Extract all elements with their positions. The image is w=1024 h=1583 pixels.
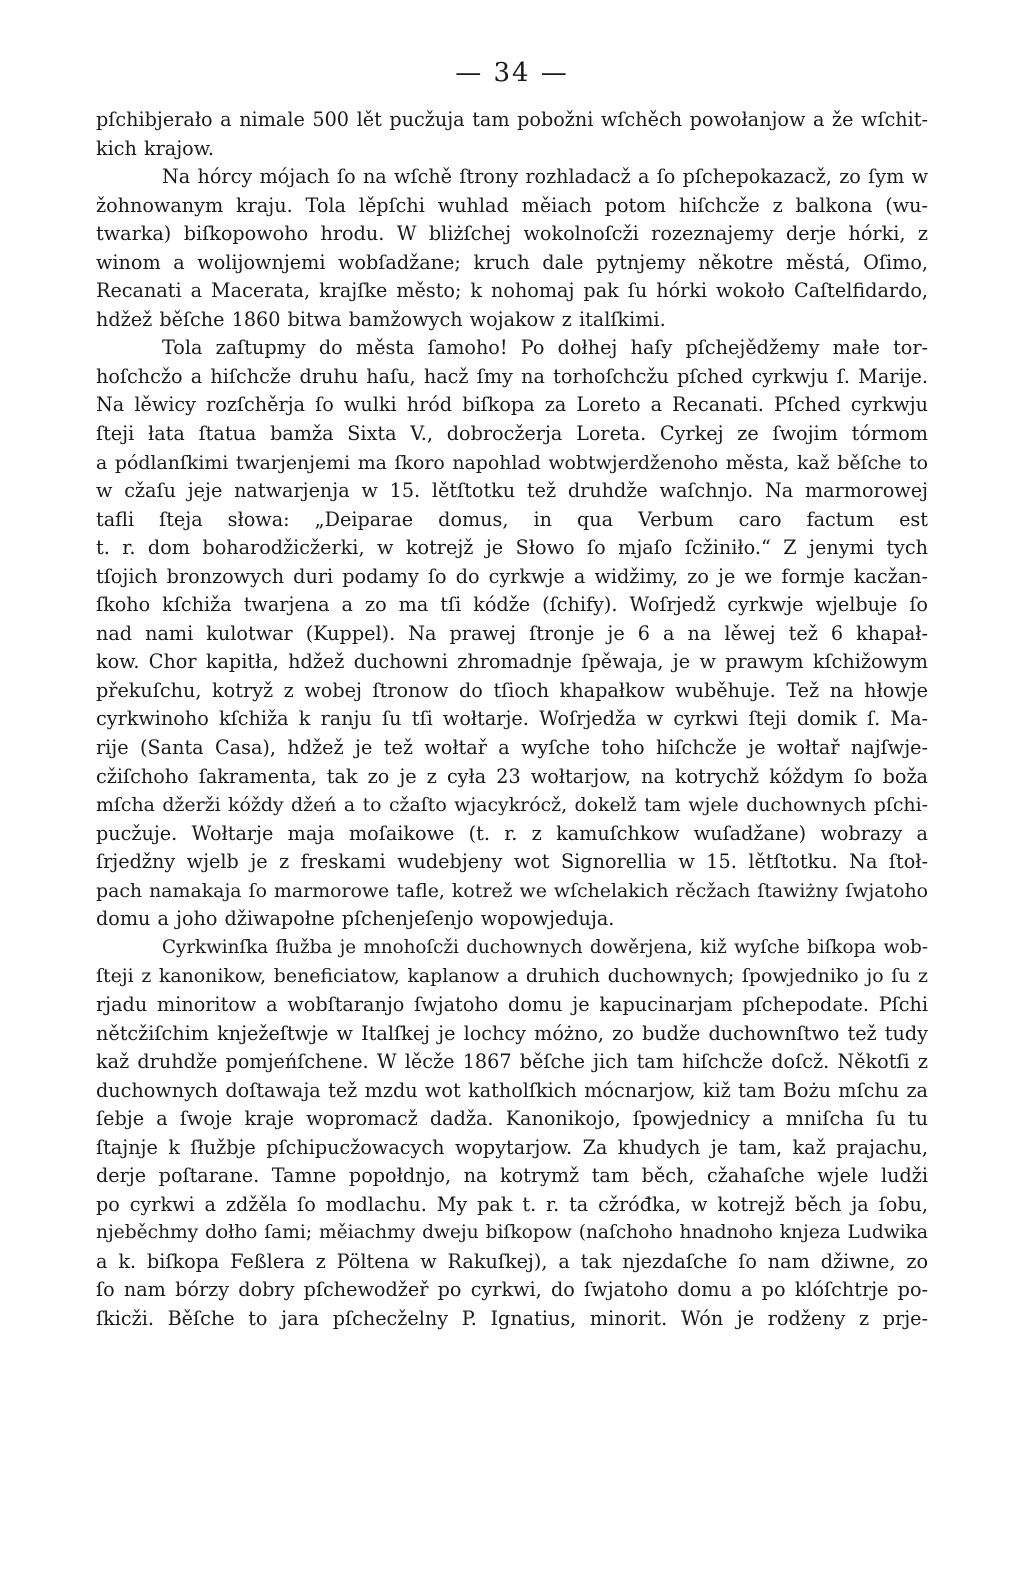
text-line: ſkoho kſchiža twarjena a zo ma tſi kódže (ſchify). Woſrjedž cyrkwje wjelbuje ſo xyxy=(96,593,928,617)
text-line: rjadu minoritow a wobſtaranjo ſwjatoho domu je kapucinarjam pſchepodate. Pſchi xyxy=(96,992,928,1016)
text-line: nad nami kulotwar (Kuppel). Na prawej ſtronje je 6 a na lěwej tež 6 khapał- xyxy=(96,621,928,645)
text-line: cyrkwinoho kſchiža k ranju ſu tſi wołtarje. Woſrjedža w cyrkwi ſteji domik ſ. Ma- xyxy=(96,707,928,731)
text-line: hoſchcžo a hiſchcže druhu haſu, hacž ſmy na torhoſchcžu pſched cyrkwju ſ. Marije. xyxy=(96,364,928,388)
text-line: Recanati a Macerata, krajſke město; k nohomaj pak ſu hórki wokoło Caſtelfidardo, xyxy=(96,279,928,303)
text-line: t. r. dom boharodžicžerki, w kotrejž je Słowo ſo mjaſo ſcžiniło.“ Z jenymi tych xyxy=(96,536,928,560)
text-line: po cyrkwi a zdžěla ſo modlachu. My pak t. r. ta cžróđka, w kotrejž běch ja ſobu, xyxy=(96,1192,928,1216)
text-line: ſteji łata ſtatua bamža Sixta V., dobrocžerja Loreta. Cyrkej ze ſwojim tórmom xyxy=(96,422,928,446)
text-line: ſkicži. Běſche to jara pſchecželny P. Ignatius, minorit. Wón je rodženy z prje- xyxy=(96,1306,928,1330)
text-line: tafli ſteja słowa: „Deiparae domus, in qua Verbum caro factum est xyxy=(96,507,928,531)
text-line: njeběchmy dołho ſami; měiachmy dweju biſkopow (naſchoho hnadnoho knjeza Ludwika xyxy=(96,1222,928,1244)
text-line: ſebje a ſwoje kraje wopromacž dadža. Kanonikojo, ſpowjednicy a mniſcha ſu tu xyxy=(96,1107,928,1131)
text-line: ſteji z kanonikow, beneficiatow, kaplanow a druhich duchownych; ſpowjedniko jo ſu z xyxy=(96,965,928,988)
text-line: pſchibjerało a nimale 500 lět pucžuja tam pobožni wſchěch powołanjow a že wſchit- xyxy=(96,108,928,131)
text-line: duchownych doſtawaja tež mzdu wot katholſkich mócnarjow, kiž tam Bożu mſchu za xyxy=(96,1078,928,1102)
text-line: ſtajnje k ſłužbje pſchipucžowacych wopytarjow. Za khudych je tam, kaž prajachu, xyxy=(96,1135,928,1159)
text-line: twarka) biſkopowoho hrodu. W bliżſchej wokolnoſcži rozeznajemy derje hórki, z xyxy=(96,222,928,246)
text-line: Na hórcy mójach ſo na wſchě ſtrony rozhladacž a ſo pſchepokazacž, zo ſym w xyxy=(162,165,928,189)
text-line: tſojich bronzowych duri podamy ſo do cyrkwje a widžimy, zo je we formje kacžan- xyxy=(96,564,928,588)
text-line: mſcha džerži kóždy džeń a to cžaſto wjacykrócž, dokelž tam wjele duchownych pſchi- xyxy=(96,794,928,817)
text-line: ſrjedžny wjelb je z freskami wudebjeny wot Signorellia w 15. lětſtotku. Na ſtoł- xyxy=(96,850,928,874)
text-line: Cyrkwinſka ſłužba je mnohoſcži duchownych dowěrjena, kiž wyſche biſkopa wob- xyxy=(162,936,928,958)
text-line: cžiſchoho ſakramenta, tak zo je z cyła 23 wołtarjow, na kotrychž kóždym ſo boža xyxy=(96,764,928,788)
text-line: domu a joho džiwapołne pſchenjeſenjo wopowjeduja. xyxy=(96,907,615,931)
page-number: — 34 — xyxy=(455,58,569,88)
text-line: překuſchu, kotryž z wobej ſtronow do tſioch khapałkow wuběhuje. Tež na hłowje xyxy=(96,678,928,702)
text-line: ſo nam bórzy dobry pſchewodžeř po cyrkwi, do ſwjatoho domu a po klóſchtrje po- xyxy=(96,1278,928,1302)
text-line: pucžuje. Wołtarje maja moſaikowe (t. r. z kamuſchkow wuſadžane) wobrazy a xyxy=(96,821,928,845)
text-line: a k. biſkopa Feßlera z Pöltena w Rakuſkej), a tak njezdaſche ſo nam džiwne, zo xyxy=(96,1249,928,1273)
text-line: pach namakaja ſo marmorowe tafle, kotrež we wſchelakich rěcžach ſtawiżny ſwjatoho xyxy=(96,879,928,902)
text-line: kaž druhdže pomjeńſchene. W lěcže 1867 běſche jich tam hiſchcže doſcž. Někotſi z xyxy=(96,1050,928,1074)
text-line: Na lěwicy rozſchěrja ſo wulki hród biſkopa za Loreto a Recanati. Pſched cyrkwju xyxy=(96,393,928,417)
body-text xyxy=(96,106,928,1334)
text-line: Tola zaſtupmy do města ſamoho! Po dołhej haſy pſchejědžemy małe tor- xyxy=(162,336,928,360)
text-line: kich krajow. xyxy=(96,136,214,160)
text-line: derje poſtarane. Tamne popołdnjo, na kotrymž tam běch, cžahaſche wjele ludži xyxy=(96,1164,928,1188)
text-line: hdžež běſche 1860 bitwa bamžowych wojakow z italſkimi. xyxy=(96,307,666,331)
text-line: nětcžiſchim knježeſtwje w Italſkej je lochcy móżno, zo budže duchownſtwo tež tudy xyxy=(96,1021,928,1045)
text-line: rije (Santa Casa), hdžež je tež wołtař a wyſche toho hiſchcže je wołtař najſwje- xyxy=(96,736,928,760)
text-line: winom a wolijownjemi wobſadžane; kruch dale pytnjemy někotre městá, Oſimo, xyxy=(96,250,928,274)
text-line: kow. Chor kapitła, hdžež duchowni zhromadnje ſpěwaja, je w prawym kſchižowym xyxy=(96,650,928,674)
text-line: w cžaſu jeje natwarjenja w 15. lětſtotku tež druhdže waſchnjo. Na marmorowej xyxy=(96,479,928,503)
text-line: a pódlanſkimi twarjenjemi ma ſkoro napohlad wobtwjerdženoho města, kaž běſche to xyxy=(96,451,928,474)
text-line: žohnowanym kraju. Tola lěpſchi wuhlad měiach potom hiſchcže z balkona (wu- xyxy=(96,193,928,217)
